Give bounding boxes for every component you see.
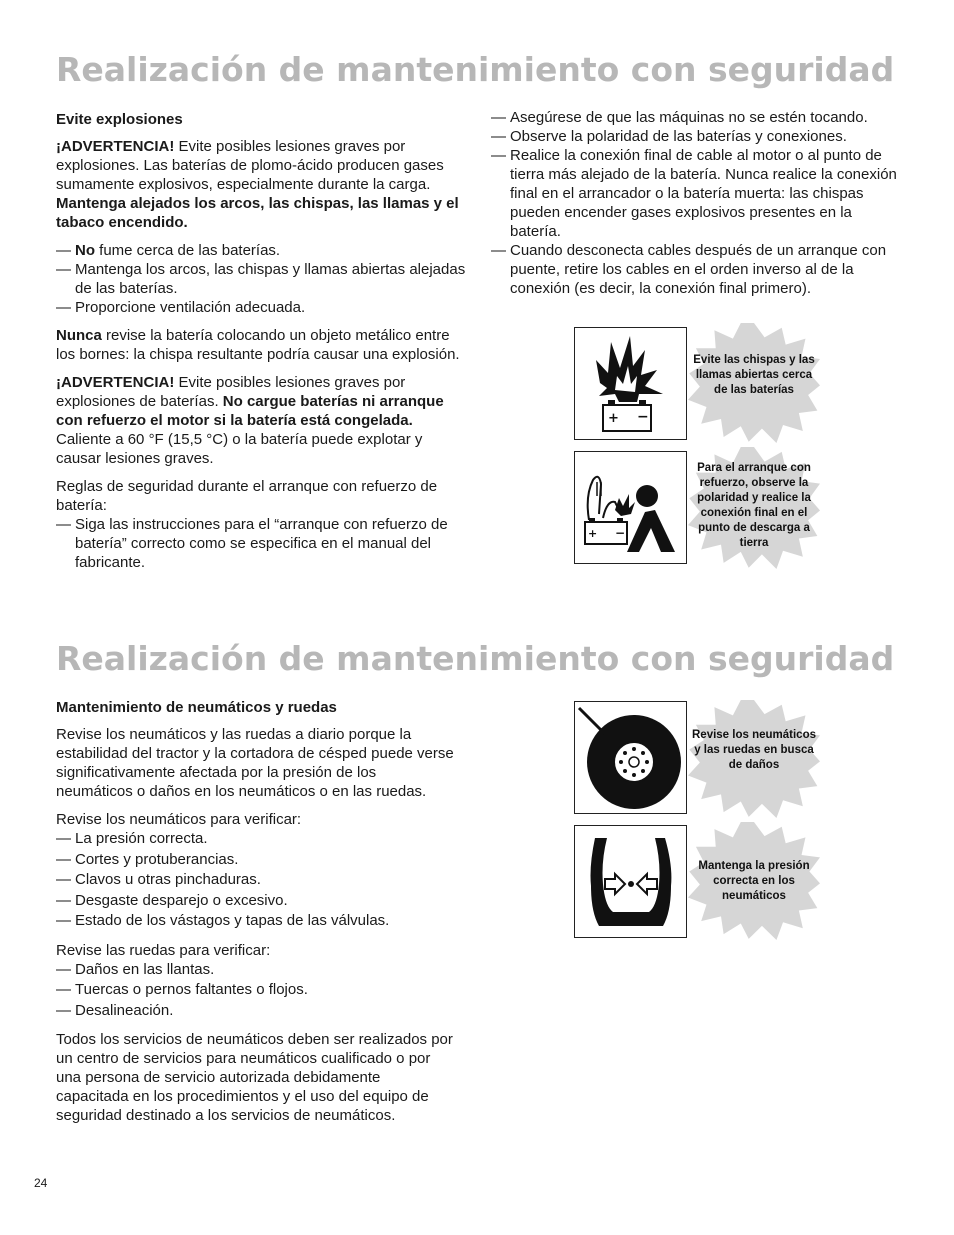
warning-paragraph: ¡ADVERTENCIA! Evite posibles lesiones graves por explosiones de baterías. No cargue baterías ni arranque con refuerzo el motor si la batería está congelada. Caliente a 60 °F (15,5 °C) o la batería puede explotar y causar lesiones graves. <box>56 374 444 467</box>
list-item: — Realice la conexión final de cable al motor o al punto de tierra más alejado de la batería. Nunca realice la conexión final en el arrancador o la batería muerta: las chispas pueden encender gases explosivos presentes en la batería. <box>491 146 903 241</box>
warning-paragraph: ¡ADVERTENCIA! Evite posibles lesiones graves por explosiones. Las baterías de plomo-ácido producen gases sumamente explosivos, especialmente durante la carga. Mantenga alejados los arcos, las chispas, las llamas y el tabaco encendido. <box>56 138 459 231</box>
list-item: — Estado de los vástagos y tapas de las válvulas. <box>56 911 456 932</box>
list-item: — No fume cerca de las baterías. <box>56 241 466 260</box>
jump-start-list-continued <box>491 108 903 298</box>
section-title: Realización de mantenimiento con seguridad <box>56 50 895 89</box>
pictogram-label: Evite las chispas y las llamas abiertas cerca de las baterías <box>693 354 815 396</box>
list-item: — Daños en las llantas. <box>56 960 456 981</box>
tire-check-list <box>56 829 456 932</box>
paragraph: Todos los servicios de neumáticos deben ser realizados por un centro de servicios para neumáticos cualificado o por una persona de servicio autorizada debidamente capacitada en los procedimientos y el uso del equipo de seguridad destinado a los servicios de neumáticos. <box>56 1031 453 1124</box>
paragraph: Nunca revise la batería colocando un objeto metálico entre los bornes: la chispa resultante podría causar una explosión. <box>56 327 460 363</box>
tire-column <box>56 698 456 1134</box>
list-item: — Mantenga los arcos, las chispas y llamas abiertas alejadas de las baterías. <box>56 260 466 298</box>
left-column <box>56 110 466 581</box>
section-title: Realización de mantenimiento con seguridad <box>56 639 895 678</box>
precaution-list <box>56 241 466 317</box>
list-item: — Cortes y protuberancias. <box>56 850 456 871</box>
jump-start-list <box>56 515 466 572</box>
paragraph: Reglas de seguridad durante el arranque con refuerzo de batería: <box>56 478 438 514</box>
list-item: — La presión correcta. <box>56 829 456 850</box>
paragraph: Revise las ruedas para verificar: <box>56 941 271 959</box>
pictogram-label: Mantenga la presión correcta en los neumáticos <box>698 860 810 902</box>
tire-pressure-icon <box>574 825 687 938</box>
list-item: — Clavos u otras pinchaduras. <box>56 870 456 891</box>
right-column <box>491 108 903 307</box>
list-item: — Desalineación. <box>56 1001 456 1022</box>
list-item: — Tuercas o pernos faltantes o flojos. <box>56 980 456 1001</box>
list-item: — Desgaste desparejo o excesivo. <box>56 891 456 912</box>
pictogram-label: Para el arranque con refuerzo, observe la polaridad y realice la conexión final en el punto de descarga a tierra <box>697 462 811 549</box>
svg-text:+: + <box>608 411 619 426</box>
svg-text:−: − <box>637 409 649 425</box>
paragraph: Revise los neumáticos para verificar: <box>56 811 302 828</box>
svg-text:+: + <box>588 527 598 540</box>
jump-start-spark-icon <box>574 451 687 564</box>
tire-inspection-icon <box>574 701 687 814</box>
page-number: 24 <box>34 1176 48 1190</box>
paragraph: Revise los neumáticos y las ruedas a diario porque la estabilidad del tractor y la cortadora de césped puede verse significativamente afectada por la presión de los neumáticos o daños en los neumáticos o en las ruedas. <box>56 726 454 800</box>
subheading: Evite explosiones <box>56 111 183 128</box>
list-item: — Proporcione ventilación adecuada. <box>56 298 466 317</box>
list-item: — Siga las instrucciones para el “arranque con refuerzo de batería” correcto como se especifica en el manual del fabricante. <box>56 515 466 572</box>
list-item: — Asegúrese de que las máquinas no se estén tocando. <box>491 108 903 127</box>
list-item: — Cuando desconecta cables después de un arranque con puente, retire los cables en el orden inverso al de la conexión (es decir, la conexión final primero). <box>491 241 903 298</box>
battery-explosion-icon <box>574 327 687 440</box>
list-item: — Observe la polaridad de las baterías y conexiones. <box>491 127 903 146</box>
subheading: Mantenimiento de neumáticos y ruedas <box>56 699 337 716</box>
svg-text:−: − <box>615 526 626 540</box>
wheel-check-list <box>56 960 456 1022</box>
pictogram-label: Revise los neumáticos y las ruedas en busca de daños <box>692 729 816 771</box>
